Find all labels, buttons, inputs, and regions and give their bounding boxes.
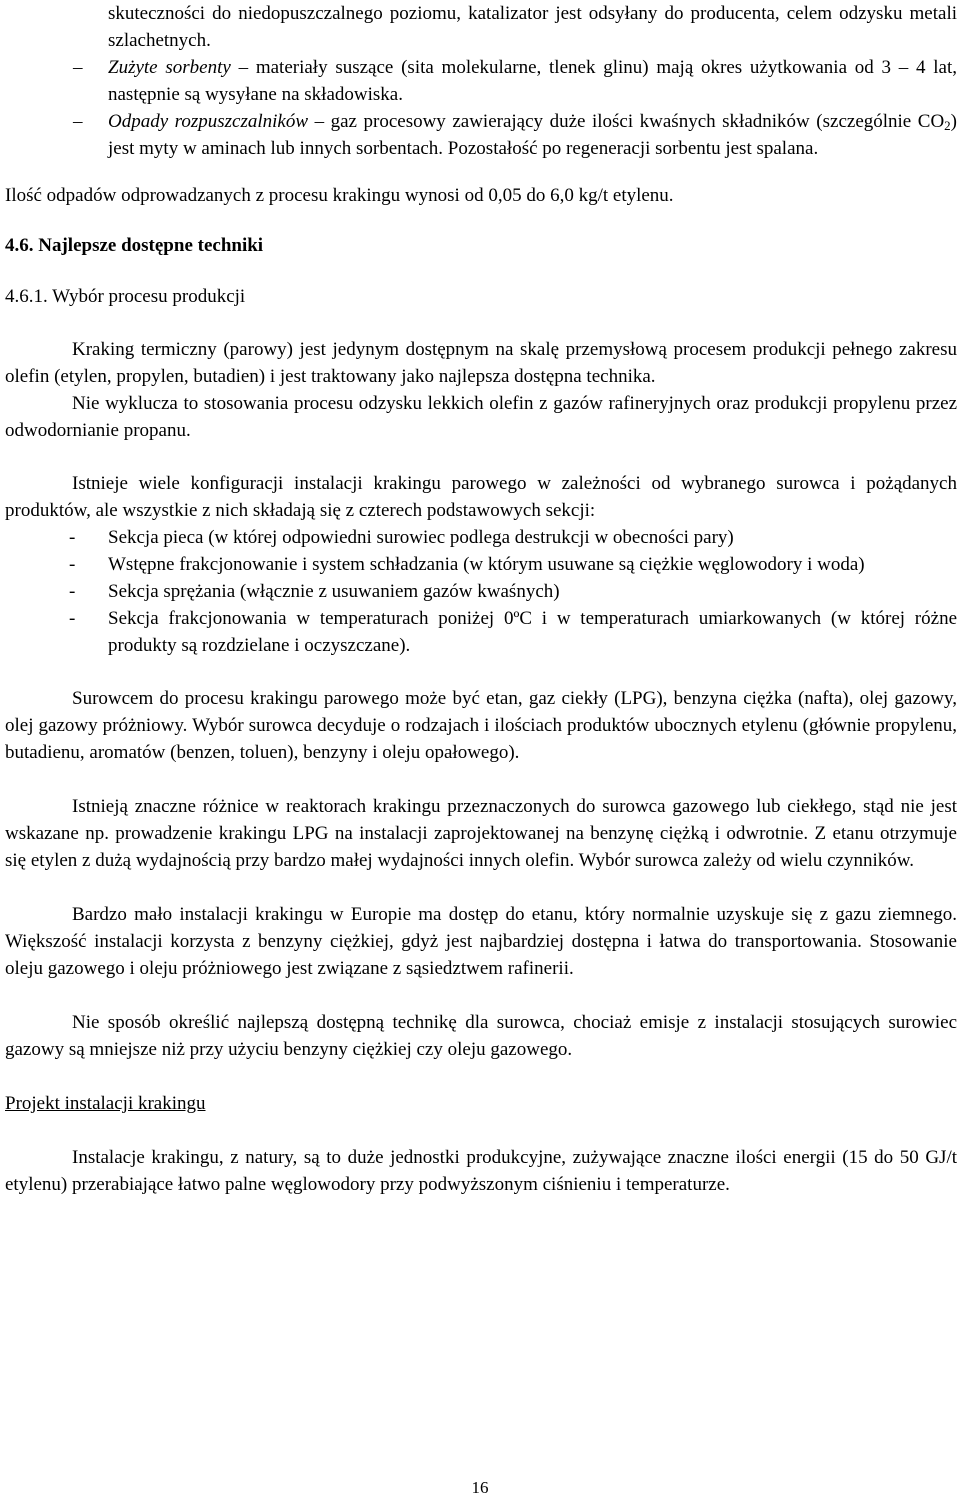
paragraph-light-olefins: Nie wyklucza to stosowania procesu odzysku lekkich olefin z gazów rafineryjnych oraz produkcji propylenu przez odwodornianie propanu. (5, 393, 957, 441)
bullet-dash: – (73, 111, 83, 132)
bullet-item-sorbents (73, 54, 958, 108)
list-mark: - (69, 527, 76, 548)
bullet-text: gaz procesowy zawierający duże ilości kwaśnych składników (szczególnie CO (330, 111, 945, 132)
bullet-dash: – (73, 57, 83, 78)
paragraph-feedstock: Surowcem do procesu krakingu parowego może być etan, gaz ciekły (LPG), benzyna ciężka (nafta), olej gazowy, olej gazowy próżniowy. Wybór surowca decyduje o rodzajach i ilościach produktów ubocznych etylenu (głównie propylenu, butadienu, aromatów (benzen, toluen), benzyny i oleju opałowego). (5, 688, 957, 763)
list-item-text: Wstępne frakcjonowanie i system schładzania (w którym usuwane są ciężkie węglowodory i woda) (108, 554, 865, 575)
list-item (5, 605, 957, 659)
waste-summary: Ilość odpadów odprowadzanych z procesu krakingu wynosi od 0,05 do 6,0 kg/t etylenu. (5, 185, 674, 206)
paragraph-europe-ethane: Bardzo mało instalacji krakingu w Europie ma dostęp do etanu, który normalnie uzyskuje się z gazu ziemnego. Większość instalacji korzysta z benzyny ciężkiej, gdyż jest najbardziej dostępna i łatwa do transportowania. Stosowanie oleju gazowego i oleju próżniowego jest związane z sąsiedztwem rafinerii. (5, 904, 957, 979)
list-mark: - (69, 581, 76, 602)
paragraph-installation-design: Instalacje krakingu, z natury, są to duże jednostki produkcyjne, zużywające znaczne ilości energii (15 do 50 GJ/t etylenu) przerabiające łatwo palne węglowodory przy podwyższonym ciśnieniu i temperaturze. (5, 1147, 957, 1195)
bullet-dash-inline: – (238, 57, 249, 78)
paragraph-steam-cracking: Kraking termiczny (parowy) jest jedynym dostępnym na skalę przemysłową procesem produkcji pełnego zakresu olefin (etylen, propylen, butadien) i jest traktowany jako najlepsza dostępna technika. (5, 339, 957, 387)
paragraph-configurations: Istnieje wiele konfiguracji instalacji krakingu parowego w zależności od wybranego surowca i pożądanych produktów, ale wszystkie z nich składają się z czterech podstawowych sekcji: (5, 473, 957, 521)
bullet-list (5, 0, 957, 162)
intro-continuation: skuteczności do niedopuszczalnego poziomu, katalizator jest odsyłany do producenta, celem odzysku metali szlachetnych. (108, 3, 957, 51)
section-list (5, 524, 957, 659)
paragraph-reactor-differences: Istnieją znaczne różnice w reaktorach krakingu przeznaczonych do surowca gazowego lub ciekłego, stąd nie jest wskazane np. prowadzenie krakingu LPG na instalacji zaprojektowanej na benzynę ciężką i odwrotnie. Z etanu otrzymuje się etylen z dużą wydajnością przy bardzo małej wydajności innych olefin. Wybór surowca zależy od wielu czynników. (5, 796, 957, 871)
page-number: 16 (471, 1478, 489, 1497)
bullet-title: Zużyte sorbenty (108, 57, 231, 78)
bullet-item-solvents (73, 108, 957, 162)
section-heading: 4.6. Najlepsze dostępne techniki (5, 235, 264, 256)
bullet-dash-inline: – (314, 111, 325, 132)
list-item (5, 524, 957, 551)
paragraph-best-technique: Nie sposób określić najlepszą dostępną technikę dla surowca, chociaż emisje z instalacji stosujących surowiec gazowy są mniejsze niż przy użyciu benzyny ciężkiej czy oleju gazowego. (5, 1012, 957, 1060)
list-item-text: Sekcja pieca (w której odpowiedni surowiec podlega destrukcji w obecności pary) (108, 527, 734, 548)
list-item-text: Sekcja sprężania (włącznie z usuwaniem gazów kwaśnych) (108, 581, 560, 602)
list-item-text: Sekcja frakcjonowania w temperaturach poniżej 0ºC i w temperaturach umiarkowanych (w której różne produkty są rozdzielane i oczyszczane). (108, 608, 957, 656)
list-item (5, 551, 957, 578)
underlined-heading: Projekt instalacji krakingu (5, 1093, 206, 1114)
list-mark: - (69, 608, 76, 629)
subscript-2: 2 (944, 118, 951, 133)
list-mark: - (69, 554, 76, 575)
list-item (5, 578, 957, 605)
document-page (5, 0, 957, 1198)
bullet-text-end: ) jest myty w aminach lub innych sorbentach. Pozostałość po regeneracji sorbentu jest spalana. (108, 111, 957, 159)
bullet-text: materiały suszące (sita molekularne, tlenek glinu) mają okres użytkowania od 3 – 4 lat, następnie są wysyłane na składowiska. (108, 57, 958, 105)
subsection-heading: 4.6.1. Wybór procesu produkcji (5, 286, 246, 307)
bullet-title: Odpady rozpuszczalników (108, 111, 309, 132)
